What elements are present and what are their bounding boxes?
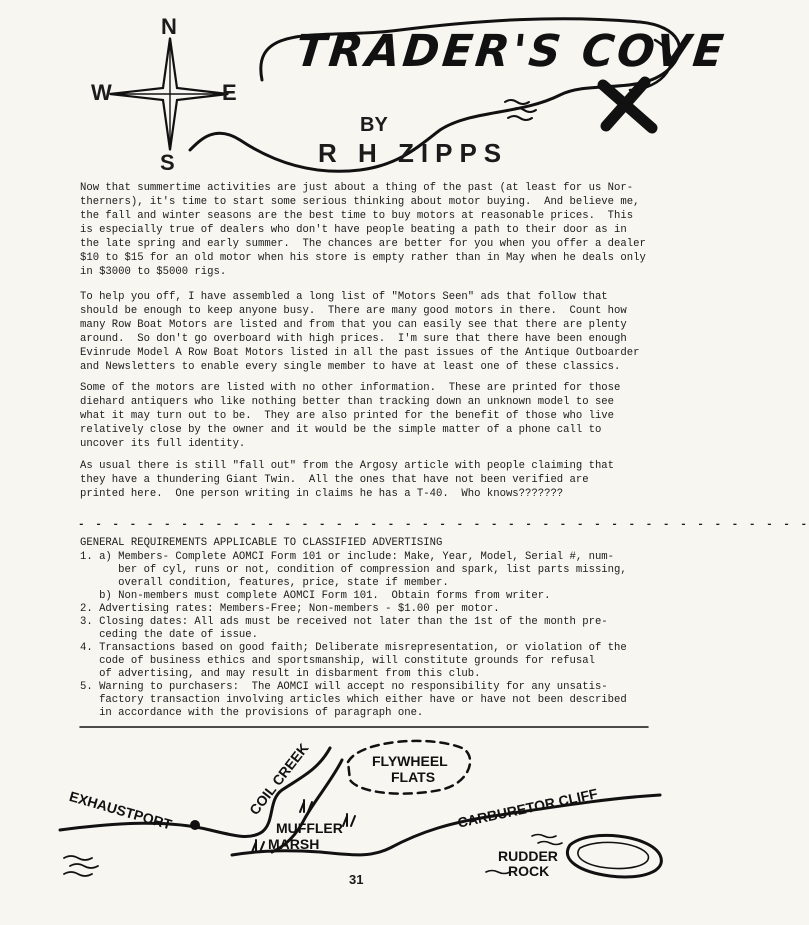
dashed-divider: - - - - - - - - - - - - - - - - - - - - - - - - - - - - - - - - - - - - - - - - - - - bbox=[78, 519, 809, 531]
paragraph-3: Some of the motors are listed with no other information. These are printed for those diehard antiquers who like nothing better than tracking down an unknown model to see what it may turn out to be. They are also printed for the benefit of those who live relatively close by the owner and it would be the simple matter of a phone call to uncover its full identity. bbox=[80, 382, 621, 450]
map-label-flywheel: FLYWHEEL bbox=[372, 753, 448, 769]
byline-by: BY bbox=[360, 114, 388, 136]
paragraph-2: To help you off, I have assembled a long list of "Motors Seen" ads that follow that should be enough to keep anyone busy. There are many good motors in there. Count how many Row Boat Motors are listed and from that you can easily see that there are plenty around. So don't go overboard with high prices. I'm sure that there have been enough Evinrude Model A Row Boat Motors listed in all the past issues of the Antique Outboarder and Newsletters to enable every single member to have at least one of these classics. bbox=[80, 291, 640, 373]
article-title: TRADER'S COVE bbox=[293, 26, 729, 77]
paragraph-4: As usual there is still "fall out" from the Argosy article with people claiming that they have a thundering Giant Twin. All the ones that have not been verified are printed here. One person writing in claims he has a T-40. Who knows??????? bbox=[80, 460, 615, 500]
map-label-muffler: MUFFLER bbox=[276, 820, 343, 836]
paragraph-1: Now that summertime activities are just about a thing of the past (at least for us Nor- therners), it's time to start some serious thinking about motor buying. And believe me, the fall and winter seasons are the best time to buy motors at reasonable prices. This is especially true of dealers who don't have people beating a path to their door as in the late spring and early summer. The chances are better for you when you offer a dealer $10 to $15 for an old motor when his store is empty rather than in May when he deals only in $3000 to $5000 rigs. bbox=[80, 182, 646, 278]
exhaustport-dot-icon bbox=[190, 820, 200, 830]
map-label-carburetor-cliff: CARBURETOR CLIFF bbox=[456, 785, 600, 831]
requirements-list: 1. a) Members- Complete AOMCI Form 101 or include: Make, Year, Model, Serial #, num- ber of cyl, runs or not, condition of compression and spark, list parts missing, overall condition, features, price, state if member. b) Non-members must complete AOMCI Form 101. Obtain forms from writer. 2. Advertising rates: Members-Free; Non-members - $1.00 per motor. 3. Closing dates: All ads must be received not later than the 1st of the month pre- ceding the date of issue. 4. Transactions based on good faith; Deliberate misrepresentation, or violation of the code of business ethics and sportsmanship, will constitute grounds for refusal of advertising, and may result in disbarment from this club. 5. Warning to purchasers: The AOMCI will accept no responsibility for any unsatis- factory transaction involving articles which either have or have not been described in accordance with the provisions of paragraph one. bbox=[80, 551, 627, 719]
x-mark-icon bbox=[603, 82, 652, 128]
compass-south-label: S bbox=[160, 150, 175, 175]
map-label-coil-creek: COIL CREEK bbox=[246, 740, 312, 818]
compass-west-label: W bbox=[91, 80, 112, 105]
map-label-marsh: MARSH bbox=[268, 836, 320, 852]
map-label-flats: FLATS bbox=[391, 769, 436, 785]
map-label-exhaustport: EXHAUSTPORT bbox=[67, 788, 174, 833]
page-number: 31 bbox=[349, 872, 364, 887]
rudder-rock-outline bbox=[567, 835, 661, 877]
map-label-rudder: RUDDER bbox=[498, 848, 558, 864]
byline-author: R H ZIPPS bbox=[318, 138, 509, 168]
requirements-heading: GENERAL REQUIREMENTS APPLICABLE TO CLASSIFIED ADVERTISING bbox=[80, 537, 443, 549]
compass-east-label: E bbox=[222, 80, 237, 105]
compass-north-label: N bbox=[161, 14, 177, 39]
map-label-rock: ROCK bbox=[508, 863, 550, 879]
